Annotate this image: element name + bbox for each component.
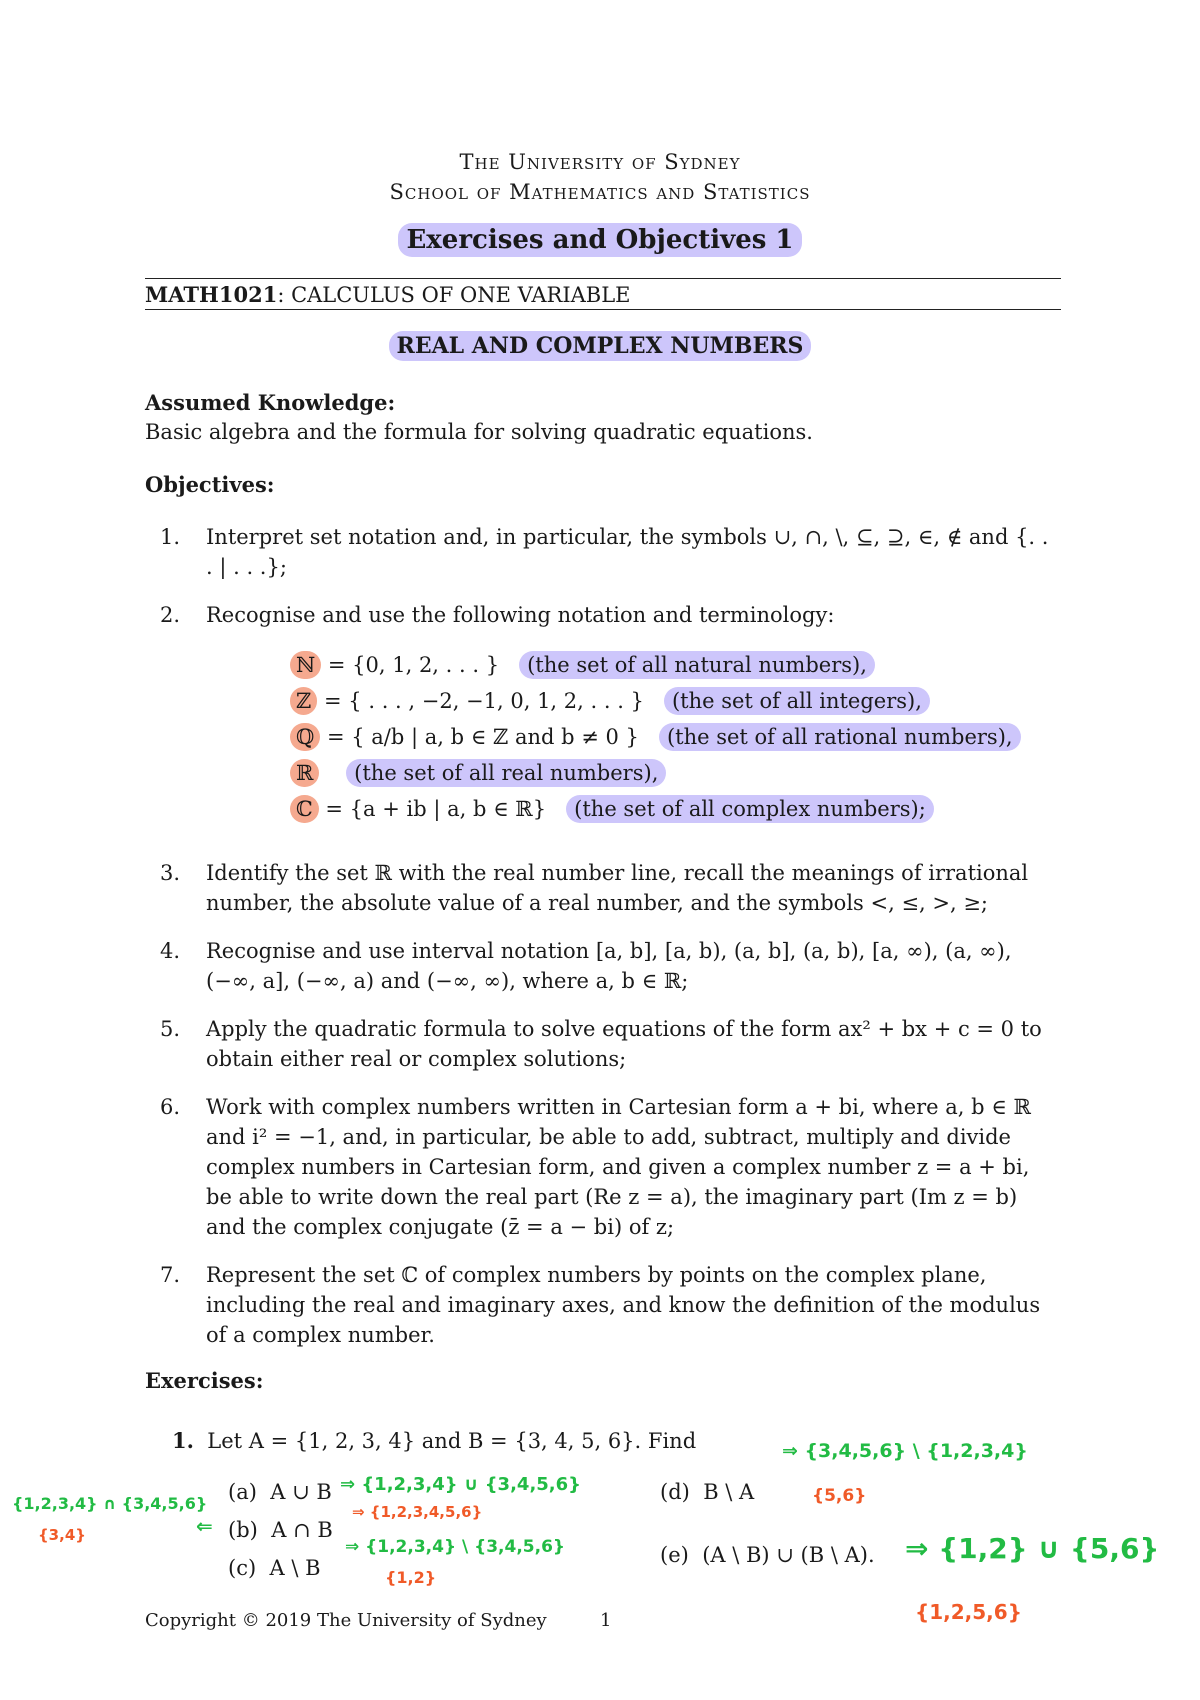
set-reals bbox=[290, 758, 666, 788]
set-symbol: ℤ bbox=[290, 687, 317, 715]
set-definition: = { . . . , −2, −1, 0, 1, 2, . . . } bbox=[324, 689, 644, 713]
objective-2 bbox=[160, 600, 1060, 630]
part-c-expr: A \ B bbox=[269, 1556, 321, 1580]
set-definition: = {0, 1, 2, . . . } bbox=[327, 653, 500, 677]
set-symbol: ℚ bbox=[290, 723, 320, 751]
objective-7 bbox=[160, 1260, 1060, 1350]
set-symbol: ℕ bbox=[290, 651, 321, 679]
university-name: The University of Sydney bbox=[459, 150, 741, 174]
part-a-label: (a) bbox=[228, 1480, 257, 1504]
objective-3 bbox=[160, 858, 1060, 918]
set-description: (the set of all complex numbers); bbox=[566, 795, 934, 823]
part-c-label: (c) bbox=[228, 1556, 257, 1580]
part-b-label: (b) bbox=[228, 1518, 258, 1542]
objective-4 bbox=[160, 936, 1060, 996]
exercise-1-number: 1. bbox=[172, 1428, 194, 1453]
objective-6-text: Work with complex numbers written in Cartesian form a + bi, where a, b ∈ ℝ and i² = −1, and, in particular, be able to add, subtract, multiply and divide complex numbers in Cartesian form, and given a complex number z = a + bi, be able to write down the real part (Re z = a), the imaginary part (Im z = b) and the complex conjugate (z̄ = a − bi) of z; bbox=[206, 1095, 1031, 1239]
assumed-heading: Assumed Knowledge: bbox=[145, 390, 396, 415]
page-number: 1 bbox=[600, 1610, 612, 1631]
objectives-heading: Objectives: bbox=[145, 472, 275, 497]
copyright: Copyright © 2019 The University of Sydney bbox=[145, 1610, 547, 1631]
set-description: (the set of all rational numbers), bbox=[659, 723, 1021, 751]
set-rationals bbox=[290, 722, 1021, 752]
set-naturals bbox=[290, 650, 875, 680]
document-title-text: Exercises and Objectives 1 bbox=[398, 223, 801, 257]
topic-text: REAL AND COMPLEX NUMBERS bbox=[389, 331, 812, 361]
set-definition: = {a + ib | a, b ∈ ℝ} bbox=[325, 797, 547, 821]
set-description: (the set of all integers), bbox=[664, 687, 930, 715]
part-e-label: (e) bbox=[660, 1543, 689, 1567]
annotation-b-left-red: {3,4} bbox=[38, 1526, 86, 1544]
set-symbol: ℝ bbox=[290, 759, 319, 787]
annotation-b-arrow: ⇐ bbox=[196, 1514, 213, 1538]
part-e-expr: (A \ B) ∪ (B \ A). bbox=[702, 1543, 875, 1567]
part-b bbox=[228, 1518, 333, 1542]
set-complex bbox=[290, 794, 934, 824]
part-d-expr: B \ A bbox=[703, 1480, 755, 1504]
part-a-expr: A ∪ B bbox=[270, 1480, 332, 1504]
set-symbol: ℂ bbox=[290, 795, 319, 823]
objective-6 bbox=[160, 1092, 1060, 1242]
objective-2-text: Recognise and use the following notation and terminology: bbox=[206, 603, 835, 627]
annotation-e-green: ⇒ {1,2} ∪ {5,6} bbox=[905, 1532, 1160, 1565]
objective-7-text: Represent the set ℂ of complex numbers by points on the complex plane, including the real and imaginary axes, and know the definition of the modulus of a complex number. bbox=[206, 1263, 1041, 1347]
school-name: School of Mathematics and Statistics bbox=[389, 180, 811, 204]
annotation-e-red: {1,2,5,6} bbox=[915, 1600, 1022, 1624]
set-description: (the set of all natural numbers), bbox=[519, 651, 875, 679]
annotation-c-green: ⇒ {1,2,3,4} \ {3,4,5,6} bbox=[345, 1537, 565, 1557]
objective-7-number: 7. bbox=[160, 1263, 181, 1287]
topic-heading bbox=[0, 333, 1200, 359]
part-e bbox=[660, 1543, 875, 1567]
part-a bbox=[228, 1480, 332, 1504]
set-integers bbox=[290, 686, 930, 716]
objective-2-number: 2. bbox=[160, 603, 181, 627]
annotation-a-green: ⇒ {1,2,3,4} ∪ {3,4,5,6} bbox=[340, 1474, 581, 1495]
set-description: (the set of all real numbers), bbox=[346, 759, 666, 787]
objective-1-text: Interpret set notation and, in particular, the symbols ∪, ∩, \, ⊆, ⊇, ∈, ∉ and {. . . | . . .}; bbox=[206, 525, 1049, 579]
part-b-expr: A ∩ B bbox=[271, 1518, 333, 1542]
objective-6-number: 6. bbox=[160, 1095, 181, 1119]
course-code: MATH1021 bbox=[145, 282, 278, 307]
part-c bbox=[228, 1556, 321, 1580]
part-d-label: (d) bbox=[660, 1480, 690, 1504]
exercise-1-text: Let A = {1, 2, 3, 4} and B = {3, 4, 5, 6}. Find bbox=[207, 1429, 697, 1453]
set-definition: = { a/b | a, b ∈ ℤ and b ≠ 0 } bbox=[326, 725, 639, 749]
course-line bbox=[145, 282, 631, 307]
part-d bbox=[660, 1480, 754, 1504]
annotation-d-red: {5,6} bbox=[812, 1486, 867, 1506]
annotation-a-red: ⇒ {1,2,3,4,5,6} bbox=[352, 1503, 483, 1521]
objective-1 bbox=[160, 522, 1060, 582]
objective-4-text: Recognise and use interval notation [a, b], [a, b), (a, b], (a, b), [a, ∞), (a, ∞), (−∞, a], (−∞, a) and (−∞, ∞), where a, b ∈ ℝ; bbox=[206, 939, 1012, 993]
objective-5-text: Apply the quadratic formula to solve equations of the form ax² + bx + c = 0 to obtain either real or complex solutions; bbox=[206, 1017, 1042, 1071]
objective-4-number: 4. bbox=[160, 939, 181, 963]
course-name: : CALCULUS OF ONE VARIABLE bbox=[277, 283, 631, 307]
annotation-b-left-green: {1,2,3,4} ∩ {3,4,5,6} bbox=[12, 1494, 208, 1513]
assumed-text: Basic algebra and the formula for solving quadratic equations. bbox=[145, 420, 813, 444]
top-rule bbox=[145, 278, 1061, 279]
objective-5 bbox=[160, 1014, 1060, 1074]
objective-3-number: 3. bbox=[160, 861, 181, 885]
bottom-rule bbox=[145, 309, 1061, 310]
objective-1-number: 1. bbox=[160, 525, 181, 549]
exercises-heading: Exercises: bbox=[145, 1368, 264, 1393]
objective-5-number: 5. bbox=[160, 1017, 181, 1041]
annotation-d-green: ⇒ {3,4,5,6} \ {1,2,3,4} bbox=[782, 1440, 1028, 1462]
exercise-1 bbox=[172, 1428, 696, 1453]
document-title bbox=[0, 225, 1200, 255]
objective-3-text: Identify the set ℝ with the real number line, recall the meanings of irrational number, the absolute value of a real number, and the symbols <, ≤, >, ≥; bbox=[206, 861, 1029, 915]
annotation-c-red: {1,2} bbox=[385, 1568, 437, 1587]
